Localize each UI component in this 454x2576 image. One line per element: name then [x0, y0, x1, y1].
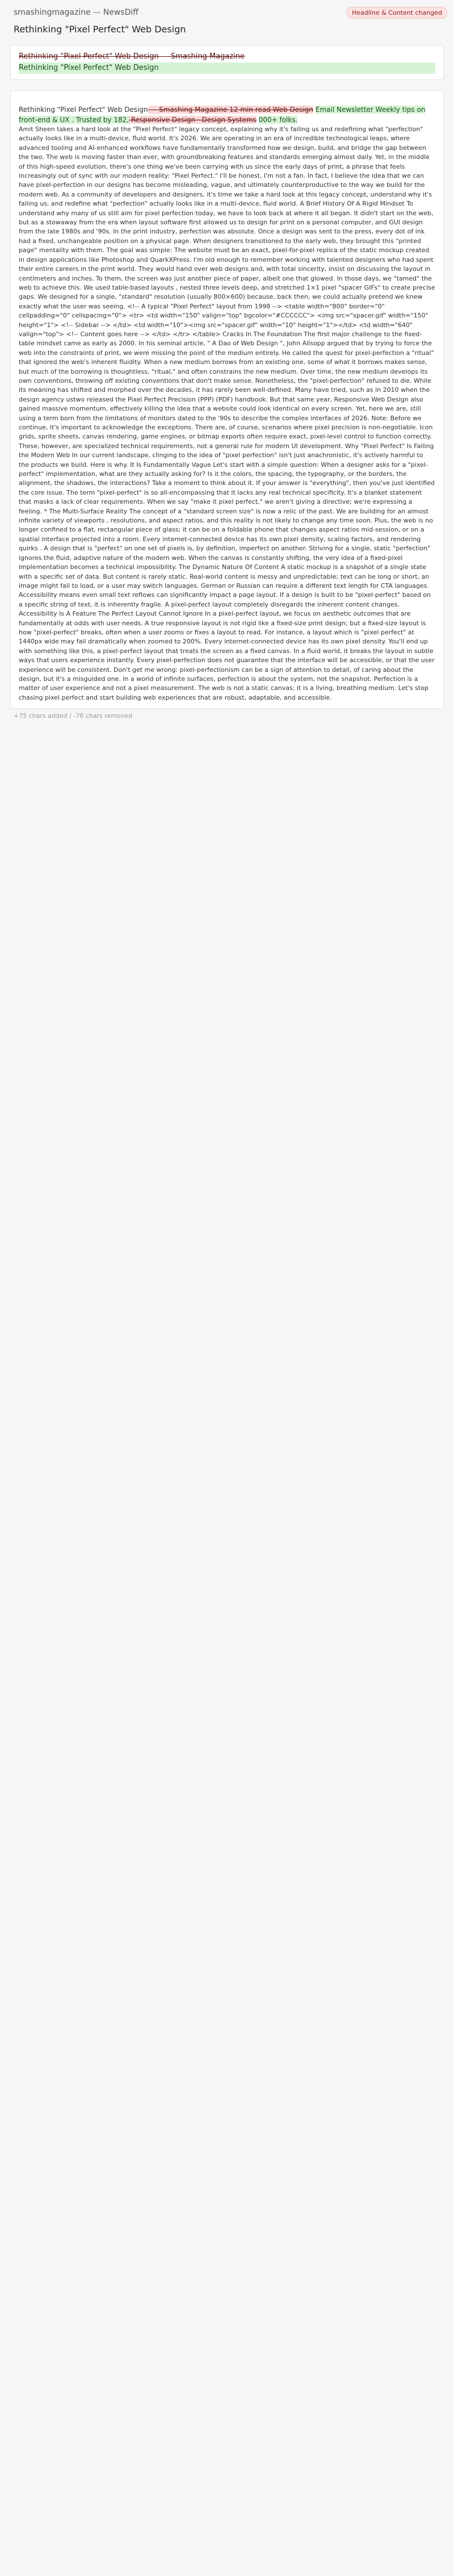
inserted-text: Email Newsletter Weekly tips on front-end & UX . Trusted by 182,: [19, 106, 426, 124]
deleted-text: — Smashing Magazine 12 min read Web Design: [148, 106, 314, 114]
title-diff-card: [10, 45, 444, 80]
body-diff-card: [10, 90, 444, 709]
brand-separator: —: [93, 8, 101, 17]
app-name[interactable]: smashingmagazine: [14, 8, 91, 17]
body-diff: [19, 104, 435, 702]
app-root: [0, 0, 454, 720]
top-bar: [0, 0, 454, 19]
inserted-text-2: 000+ folks.: [258, 116, 298, 124]
body-title-line: [19, 104, 435, 125]
status-badge: Headline & Content changed: [347, 7, 447, 19]
section-name[interactable]: NewsDiff: [103, 8, 138, 17]
old-title: Rethinking "Pixel Perfect" Web Design — Smashing Magazine: [19, 52, 245, 61]
brand: [14, 8, 138, 17]
body-paragraph: Amit Sheen takes a hard look at the "Pixel Perfect" legacy concept, explaining why it's failing us and redefining what "perfection" actually looks like in a multi-device, fluid world. It's 2026. We are operating in an era of incredible technological leaps, where advanced tooling and AI-enhanced workflows have fundamentally transformed how we design, build, and bridge the gap between the two. The web is moving faster than ever, with groundbreaking features and standards emerging almost daily. Yet, in the middle of this high-speed evolution, there's one thing we've been carrying with us since the early days of print, a phrase that feels increasingly out of sync with our modern reality: "Pixel Perfect." I'll be honest, I'm not a fan. In fact, I believe the idea that we can have pixel-perfection in our designs has become misleading, vague, and ultimately counterproductive to the way we build for the modern web. As a community of developers and designers, it's time we take a hard look at this legacy concept, understand why it's failing us, and redefine what "perfection" actually looks like in a multi-device, fluid world. A Brief History Of A Rigid Mindset To understand why many of us still aim for pixel perfection today, we have to look back at where it all began. It didn't start on the web, but as a stowaway from the era when layout software first allowed us to design for print on a personal computer, and GUI design from the late 1980s and '90s. In the print industry, perfection was absolute. Once a design was sent to the press, every dot of ink had a fixed, unchangeable position on a physical page. When designers transitioned to the early web, they brought this "printed page" mentality with them. The goal was simple: The website must be an exact, pixel-for-pixel replica of the static mockup created in design applications like Photoshop and QuarkXPress. I'm old enough to remember working with talented designers who had spent their entire careers in the print world. They would hand over web designs and, with total sincerity, insist on discussing the layout in centimeters and inches. To them, the screen was just another piece of paper, albeit one that glowed. In those days, we "tamed" the web to achieve this. We used table-based layouts , nested three levels deep, and stretched 1×1 pixel "spacer GIFs" to create precise gaps. We designed for a single, "standard" resolution (usually 800×600) because, back then, we could actually pretend we knew exactly what the user was seeing. <!-- A typical "Pixel Perfect" layout from 1998 --> <table width="800" border="0" cellpadding="0" cellspacing="0"> <tr> <td width="150" valign="top" bgcolor="#CCCCCC"> <img src="spacer.gif" width="150" height="1"> <!-- Sidebar --> </td> <td width="10"><img src="spacer.gif" width="10" height="1"></td> <td width="640" valign="top"> <!-- Content goes here --> </td> </tr> </table> Cracks In The Foundation The first major challenge to the fixed-table mindset came as early as 2000. In his seminal article, " A Dao of Web Design ", John Allsopp argued that by trying to force the web into the constraints of print, we were missing the point of the medium entirely. He called the quest for pixel-perfection a "ritual" that ignored the web's inherent fluidity. When a new medium borrows from an existing one, some of what it borrows makes sense, but much of the borrowing is thoughtless, "ritual," and often constrains the new medium. Over time, the new medium develops its own conventions, throwing off existing conventions that don't make sense. Nonetheless, the "pixel-perfection" refused to die. While its meaning has shifted and morphed over the decades, it has rarely been well-defined. Many have tried, such as in 2010 when the design agency ustwo released the Pixel Perfect Precision (PPP) (PDF) handbook. But that same year, Responsive Web Design also gained massive momentum, effectively killing the idea that a website could look identical on every screen. Yet, here we are, still using a term born from the limitations of monitors dated to the '90s to describe the complex interfaces of 2026. Note: Before we continue, it's important to acknowledge the exceptions. There are, of course, scenarios where pixel precision is non-negotiable. Icon grids, sprite sheets, canvas rendering, game engines, or bitmap exports often require exact, pixel-level control to function correctly. These, however, are specialized technical requirements, not a general rule for modern UI development. Why "Pixel Perfect" Is Failing the Modern Web In our current landscape, clinging to the idea of "pixel perfection" isn't just anachronistic, it's actively harmful to the products we build. Here is why. It Is Fundamentally Vague Let's start with a simple question: When a designer asks for a "pixel-perfect" implementation, what are they actually asking for? Is it the colors, the spacing, the typography, or the borders, the alignment, the shadows, the interactions? Take a moment to think about it. If your answer is "everything", then you've just identified the core issue. The term "pixel-perfect" is so all-encompassing that it lacks any real technical specificity. It's a blanket statement that masks a lack of clear requirements. When we say "make it pixel perfect," we aren't giving a directive; we're expressing a feeling. * The Multi-Surface Reality The concept of a "standard screen size" is now a relic of the past. We are building for an almost infinite variety of viewports , resolutions, and aspect ratios, and this reality is not likely to change any time soon. Plus, the web is no longer confined to a flat, rectangular piece of glass; it can be on a foldable phone that changes aspect ratios mid-session, or on a spatial interface projected into a room. Every internet-connected device has its own pixel density, scaling factors, and rendering quirks . A design that is "perfect" on one set of pixels is, by definition, imperfect on another. Striving for a single, static "perfection" ignores the fluid, adaptive nature of the modern web. When the canvas is constantly shifting, the very idea of a fixed-pixel implementation becomes a technical impossibility. The Dynamic Nature Of Content A static mockup is a snapshot of a single state with a specific set of data. But content is rarely static. Real-world content is messy and unpredictable; text can be long or short, an image might fail to load, or a user may switch languages. German or Russian can require a different text length for CTA languages. Accessibility means even small text reflows can significantly impact a page layout. If a design is built to be "pixel-perfect" based on a specific string of text, it is inherently fragile. A pixel-perfect layout completely disregards the inherent content changes. Accessibility Is A Feature The Perfect Layout Cannot Ignore In a pixel-perfect layout, we focus on aesthetic outcomes that are fundamentally at odds with user needs. A true responsive layout is not rigid like a fixed-size print design; but a fixed-size layout is how "pixel-perfect" breaks, often when a user zooms or fixes a layout to read. For instance, a layout which is "pixel perfect" at 1440px wide may fail dramatically when zoomed to 200%. Every internet-connected device has its own pixel density. You'll end up with something like this, a pixel-perfect layout that treats the screen as a fixed canvas. In a fluid world, it breaks the layout in subtle ways that users experience instantly. Every pixel-perfection does not guarantee that the interface will be accessible, or that the user experience will be consistent. Don't get me wrong: pixel-perfectionism can be a sign of attention to detail, of caring about the design, but it's a misguided one. In a world of infinite surfaces, perfection is about the system, not the snapshot. Perfection is a matter of user experience and not a pixel measurement. The web is not a static canvas; it is a living, breathing medium. Let's stop chasing pixel perfect and start building web experiences that are robust, adaptable, and accessible.: [19, 126, 435, 701]
diff-stats: +75 chars added / -78 chars removed: [14, 712, 133, 720]
new-title: Rethinking "Pixel Perfect" Web Design: [19, 62, 435, 74]
deleted-text-2: Responsive Design · Design Systems: [129, 116, 257, 124]
page-title: Rethinking "Pixel Perfect" Web Design: [14, 24, 186, 35]
body-title-prefix: Rethinking "Pixel Perfect" Web Design: [19, 106, 148, 114]
